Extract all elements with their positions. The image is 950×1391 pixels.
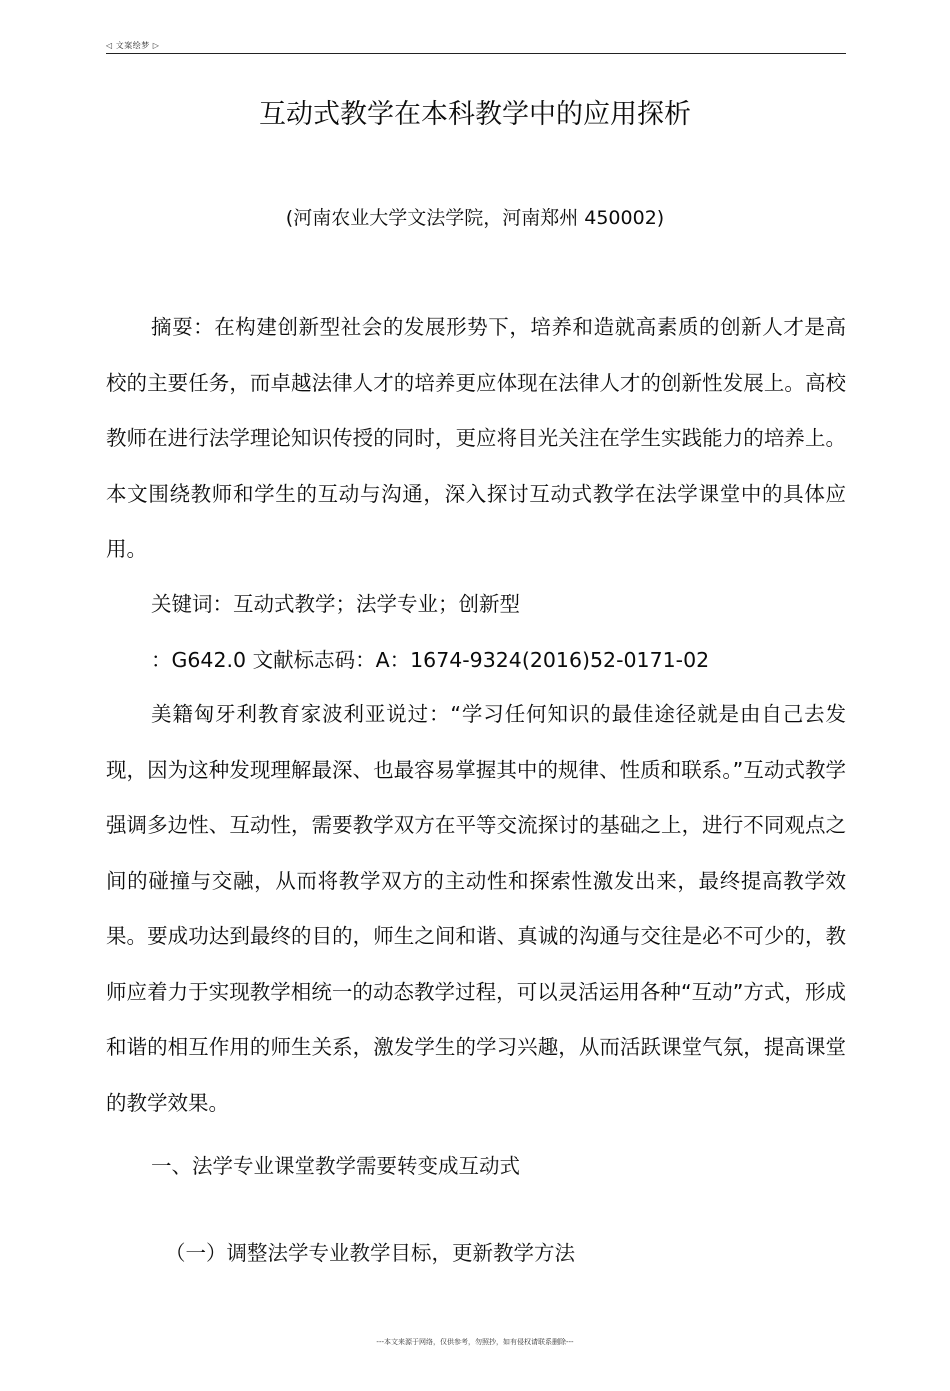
page-header: ◁ 文案绘梦 ▷ [106,41,160,50]
intro-paragraph: 美籍匈牙利教育家波利亚说过：“学习任何知识的最佳途径就是由自己去发现，因为这种发现理解最深、也最容易掌握其中的规律、性质和联系。”互动式教学强调多边性、互动性，需要教学双方在平等交流探讨的基础之上，进行不同观点之间的碰撞与交融，从而将教学双方的主动性和探索性激发出来，最终提高教学效果。要成功达到最终的目的，师生之间和谐、真诚的沟通与交往是必不可少的，教师应着力于实现教学相统一的动态教学过程，可以灵活运用各种“互动”方式，形成和谐的相互作用的师生关系，激发学生的学习兴趣，从而活跃课堂气氛，提高课堂的教学效果。 [106,702,846,1115]
abstract-paragraph: 摘耍：在构建创新型社会的发展形势下，培养和造就高素质的创新人才是高校的主要任务，而卓越法律人才的培养更应体现在法律人才的创新性发展上。高校教师在进行法学理论知识传授的同时，更应将目光关注在学生实践能力的培养上。本文围绕教师和学生的互动与沟通，深入探讨互动式教学在法学课堂中的具体应用。 [106,315,846,561]
section-heading: 一、法学专业课堂教学需要转变成互动式 [151,1154,520,1178]
header-divider [106,53,846,54]
keywords-line: 关键词：互动式教学；法学专业；创新型 [151,592,520,616]
author-affiliation: (河南农业大学文法学院，河南郑州 450002) [285,207,665,229]
classification-line: ：G642.0 文献标志码：A：1674-9324(2016)52-0171-02 [151,648,710,672]
document-title: 互动式教学在本科教学中的应用探析 [259,99,691,130]
subsection-heading: （一）调整法学专业教学目标，更新教学方法 [165,1241,575,1265]
page-footer-disclaimer: ---本文来源于网络，仅供参考，勿照抄，如有侵权请联系删除--- [376,1338,574,1346]
